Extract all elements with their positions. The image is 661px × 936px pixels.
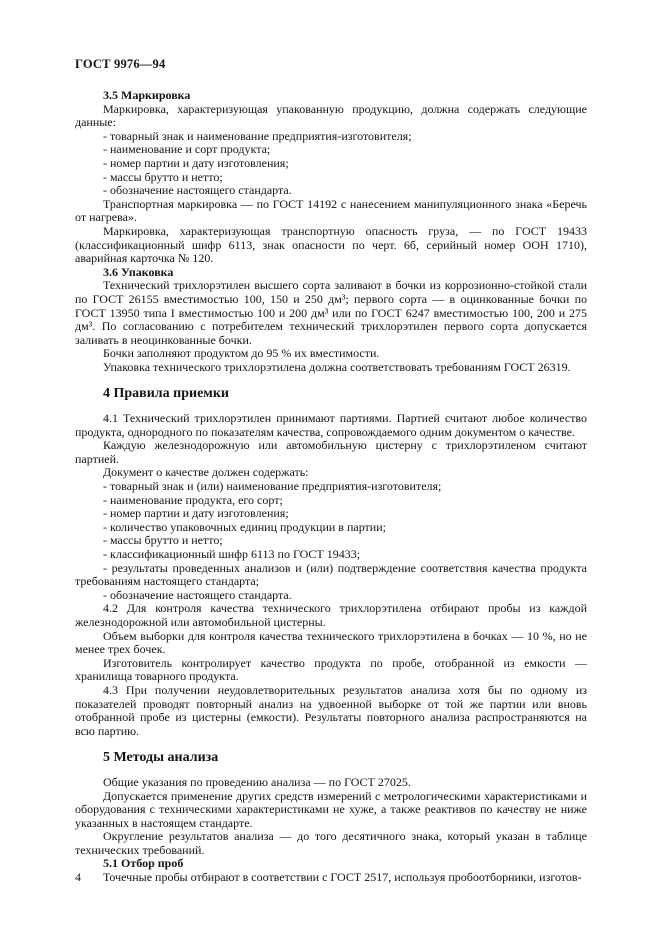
sub-heading: 3.5 Маркировка (103, 88, 191, 102)
list-item: - товарный знак и (или) наименование предприятия-изготовителя; (103, 479, 442, 494)
paragraph: Точечные пробы отбирают в соответствии с ГОСТ 2517, используя пробоотборники, изготов- (103, 870, 582, 885)
list-item: - товарный знак и наименование предприятия-изготовителя; (103, 128, 412, 143)
section-heading: 5 Методы анализа (103, 750, 219, 766)
paragraph: Каждую железнодорожную или автомобильную цистерну с трихлорэтиленом считают партией. (75, 438, 587, 466)
list-item: - результаты проведенных анализов и (или) подтверждение соответствия качества продукта требованиям настоящего стандарта; (75, 560, 587, 589)
paragraph: Округление результатов анализа — до того десятичного знака, который указан в таблице технических требований. (75, 829, 587, 857)
paragraph: Маркировка, характеризующая упакованную продукцию, должна содержать следующие данные: (75, 101, 587, 130)
list-item: - наименование продукта, его сорт; (103, 492, 283, 507)
paragraph: Документ о качестве должен содержать: (103, 465, 309, 480)
sub-heading: 5.1 Отбор проб (103, 856, 184, 871)
list-item: - обозначение настоящего стандарта. (103, 587, 292, 602)
list-item: - номер партии и дату изготовления; (103, 506, 289, 521)
paragraph: Объем выборки для контроля качества технического трихлорэтилена в бочках — 10 %, но не менее трех бочек. (75, 628, 587, 657)
paragraph: Общие указания по проведению анализа — по ГОСТ 27025. (103, 774, 411, 789)
paragraph: 4.3 При получении неудовлетворительных результатов анализа хотя бы по одному из показателей проводят повторный анализ на удвоенной выборке от той же партии или вновь отобранной пробе из цистерны (емкости). Результаты повторного анализа распространяются на всю партию. (75, 682, 587, 738)
paragraph: Изготовитель контролирует качество продукта по пробе, отобранной из емкости — хранилища товарного продукта. (75, 655, 587, 684)
paragraph: Маркировка, характеризующая транспортную опасность груза, — по ГОСТ 19433 (классификационный шифр 6113, знак опасности по черт. 6б, серийный номер ООН 1710), аварийная карточка № 120. (75, 223, 587, 266)
sub-heading: 3.6 Упаковка (103, 264, 174, 279)
list-item: - наименование и сорт продукта; (103, 142, 271, 157)
paragraph: Транспортная маркировка — по ГОСТ 14192 с нанесением манипуляционного знака «Беречь от нагрева». (75, 196, 587, 225)
paragraph: Технический трихлорэтилен высшего сорта заливают в бочки из коррозионно-стойкой стали по ГОСТ 26155 вместимостью 100, 150 и 250 дм³; первого сорта — в оцинкованные бочки по ГОСТ 13950 типа I вместимостью 100 и 200 дм³ или по ГОСТ 6247 вместимостью 100, 200 и 275 дм³. По согласованию с потребителем технический трихлорэтилен первого сорта допускается заливать в неоцинкованные бочки. (75, 278, 587, 347)
list-item: - номер партии и дату изготовления; (103, 155, 289, 170)
paragraph: Бочки заполняют продуктом до 95 % их вместимости. (103, 346, 380, 361)
list-item: - массы брутто и нетто; (103, 533, 223, 548)
list-item: - классификационный шифр 6113 по ГОСТ 19433; (103, 547, 361, 561)
list-item: - обозначение настоящего стандарта. (103, 183, 292, 198)
page-number: 4 (75, 870, 81, 884)
list-item: - количество упаковочных единиц продукции в партии; (103, 519, 386, 534)
document-body (75, 89, 587, 885)
document-id: ГОСТ 9976—94 (75, 57, 166, 71)
paragraph: Допускается применение других средств измерений с метрологическими характеристиками и оборудования с техническими характеристиками не хуже, а также реактивов по качеству не ниже указанных в настоящем стандарте. (75, 788, 587, 830)
list-item: - массы брутто и нетто; (103, 169, 223, 184)
paragraph: 4.2 Для контроля качества технического трихлорэтилена отбирают пробы из каждой железнодорожной или автомобильной цистерны. (75, 601, 587, 629)
paragraph: 4.1 Технический трихлорэтилен принимают партиями. Партией считают любое количество продукта, однородного по показателям качества, сопровождаемого одним документом о качестве. (75, 411, 587, 439)
section-heading: 4 Правила приемки (103, 386, 229, 402)
paragraph: Упаковка технического трихлорэтилена должна соответствовать требованиям ГОСТ 26319. (103, 359, 571, 374)
